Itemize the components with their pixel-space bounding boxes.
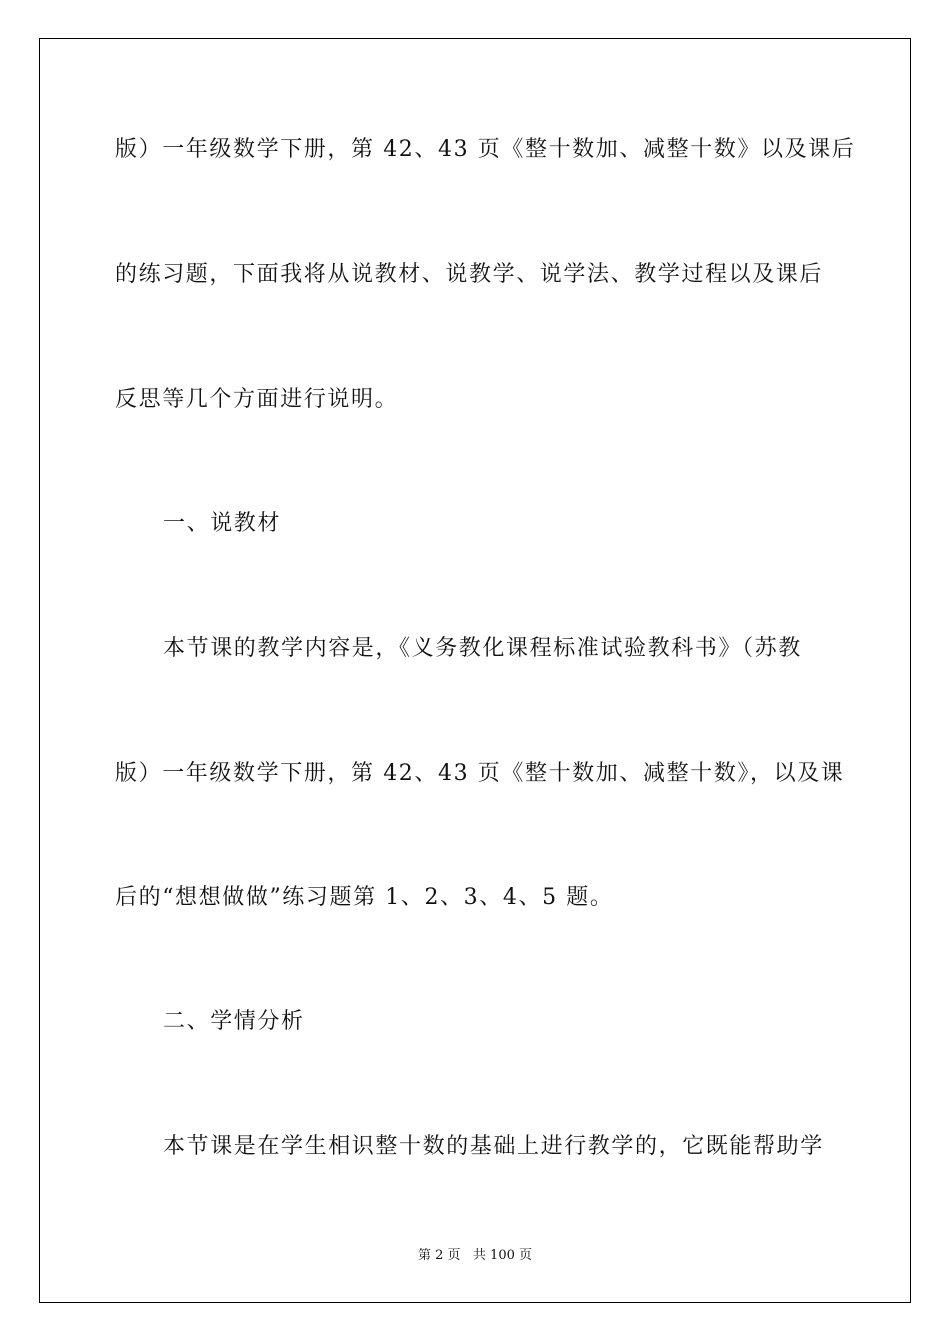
body-text-line: 后的“想想做做”练习题第 1、2、3、4、5 题。 [115,885,614,910]
body-text-line: 版）一年级数学下册，第 42、43 页《整十数加、减整十数》以及课后 [115,137,856,162]
body-text-line: 反思等几个方面进行说明。 [115,387,399,412]
body-text-line: 的练习题，下面我将从说教材、说教学、说学法、教学过程以及课后 [115,262,824,287]
section-heading: 二、学情分析 [163,1009,305,1034]
section-heading: 一、说教材 [163,511,282,536]
paragraph-start-line: 本节课是在学生相识整十数的基础上进行教学的，它既能帮助学 [163,1134,824,1159]
paragraph-start-line: 本节课的教学内容是，《义务教化课程标准试验教科书》（苏教 [163,636,802,661]
page-number-footer: 第 2 页 共 100 页 [417,1248,532,1263]
page-border [39,38,911,1303]
body-text-line: 版）一年级数学下册，第 42、43 页《整十数加、减整十数》，以及课 [115,761,845,786]
